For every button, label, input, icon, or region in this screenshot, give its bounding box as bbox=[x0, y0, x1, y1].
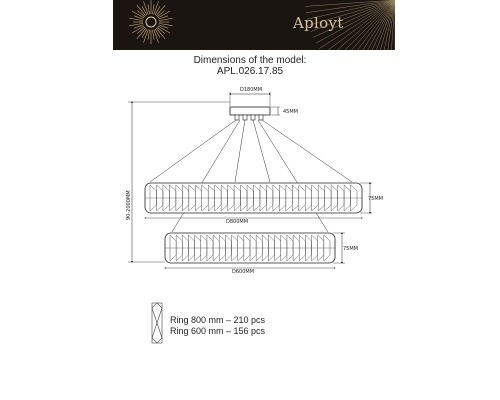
total-height-label: 90-2000MM bbox=[126, 190, 132, 220]
canopy-width-label: D180MM bbox=[240, 87, 263, 93]
ring-large-height-label: 75MM bbox=[368, 196, 383, 202]
ring-small bbox=[165, 233, 335, 263]
canopy bbox=[230, 107, 270, 115]
model-code: APL.026.17.85 bbox=[216, 66, 284, 77]
ring-small-height-label: 75MM bbox=[343, 246, 358, 252]
canopy-height-label: 45MM bbox=[283, 109, 298, 115]
canopy-connectors bbox=[235, 115, 263, 120]
diagram-title: Dimensions of the model: bbox=[193, 55, 307, 66]
legend-ring-800: Ring 800 mm – 210 pcs bbox=[170, 315, 266, 325]
ring-small-diameter-label: D600MM bbox=[232, 269, 255, 275]
ring-large bbox=[145, 183, 362, 213]
brand-name: Aployt bbox=[293, 14, 344, 32]
ring-large-diameter-label: D800MM bbox=[226, 219, 249, 225]
legend-ring-600: Ring 600 mm – 156 pcs bbox=[170, 326, 266, 336]
suspension-cables bbox=[150, 120, 352, 232]
crystal-icon bbox=[152, 303, 162, 343]
